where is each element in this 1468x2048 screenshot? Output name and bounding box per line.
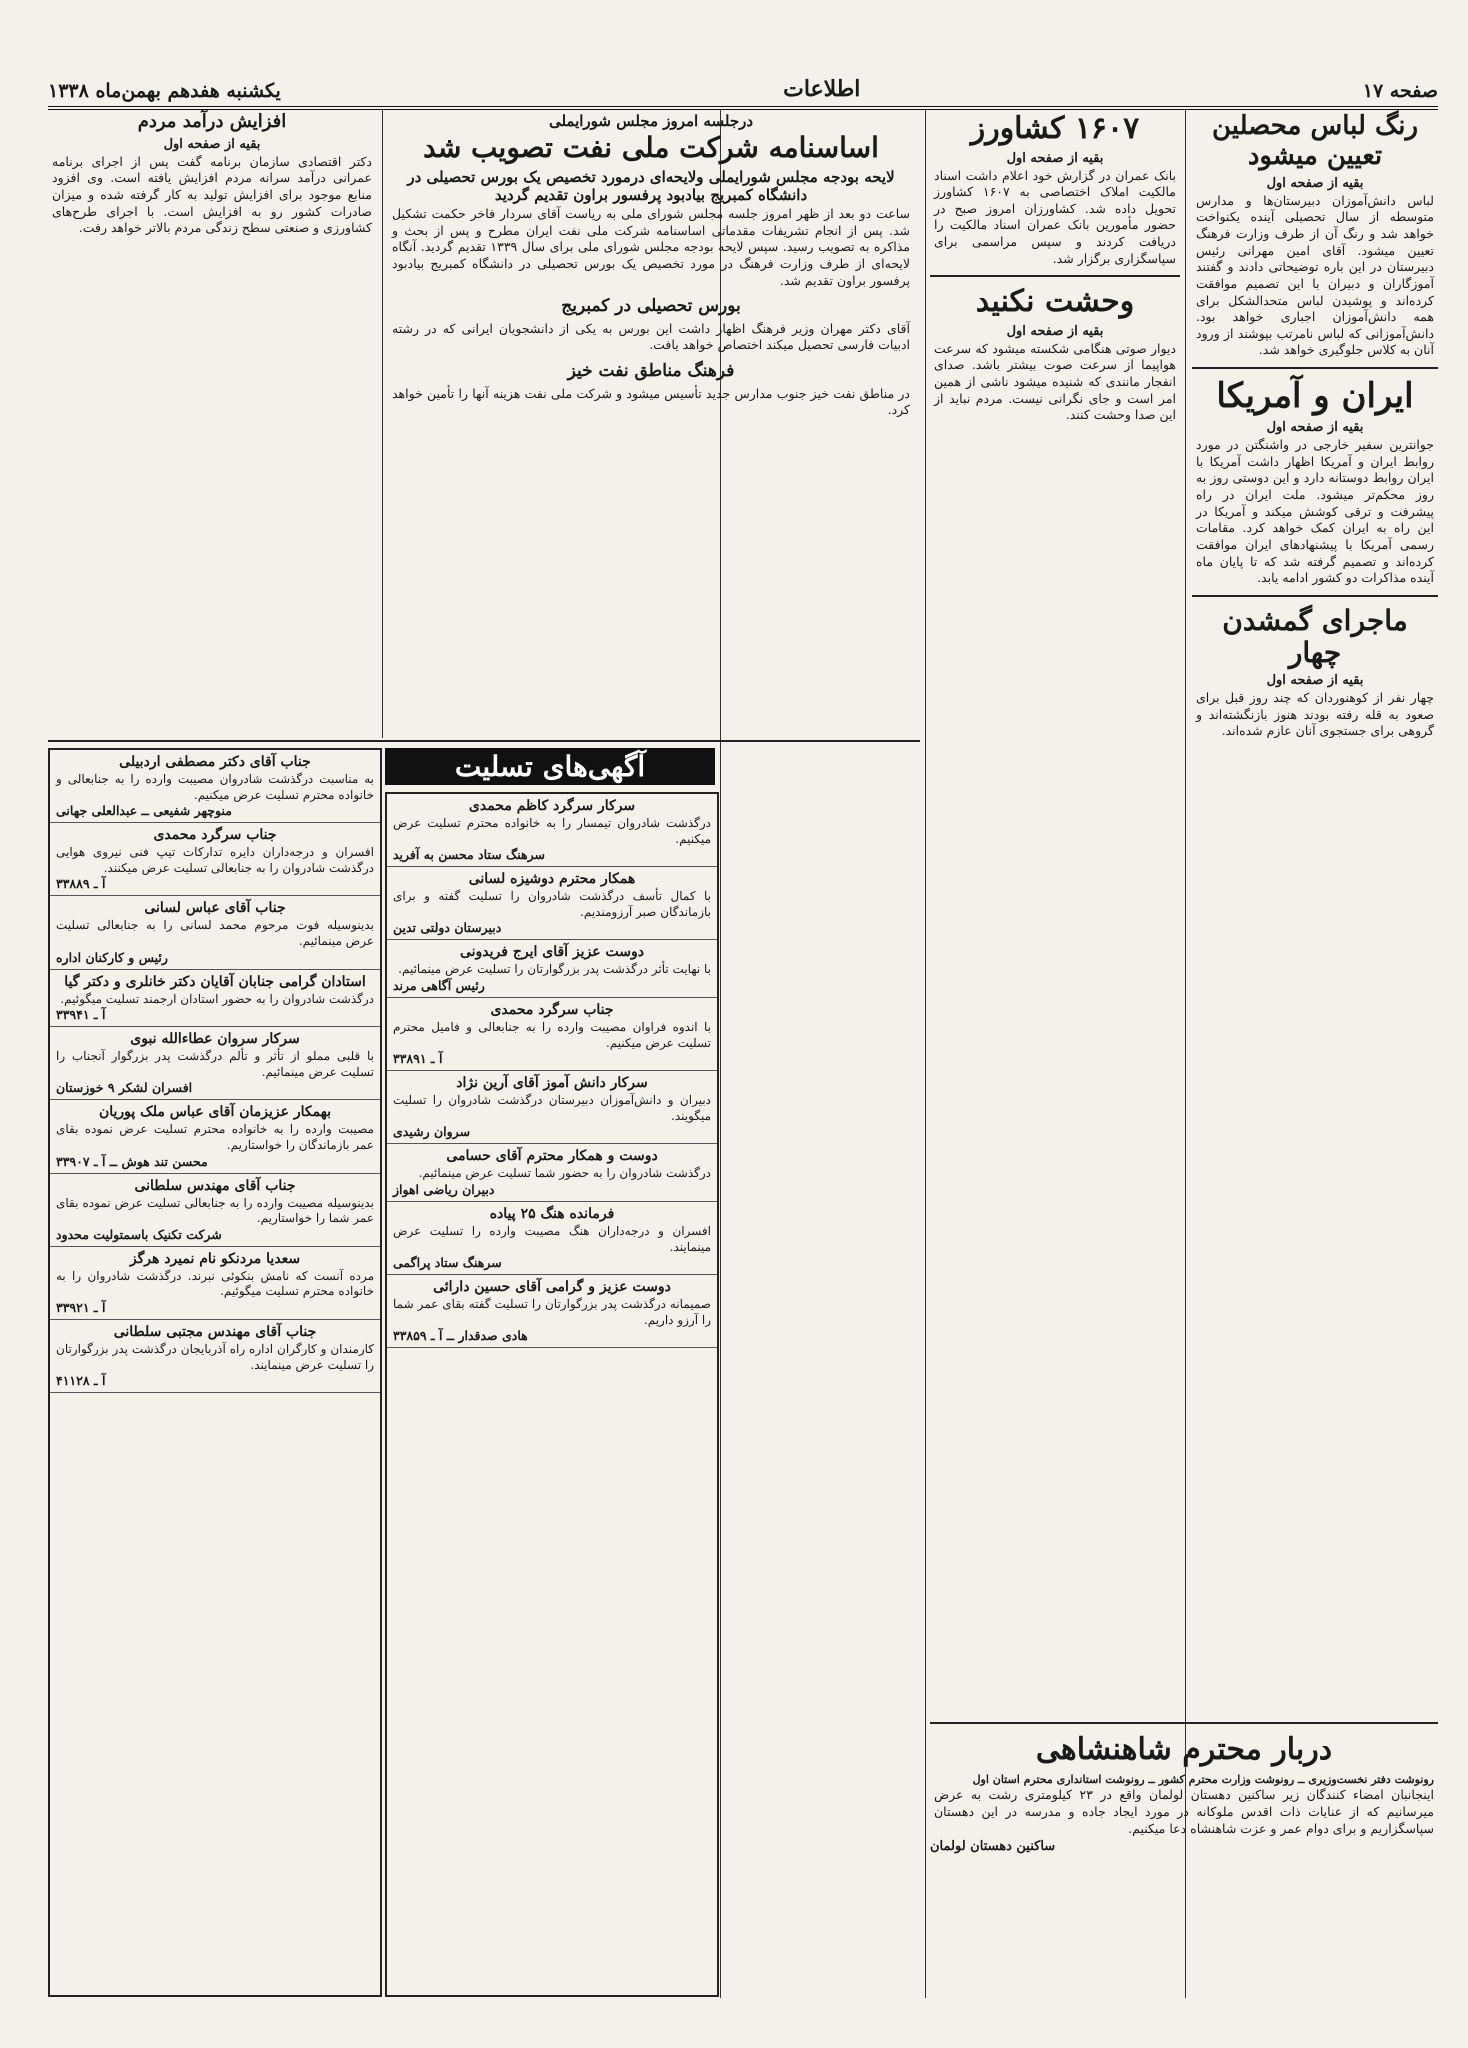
parliament-kicker: درجلسه امروز مجلس شورایملی (548, 112, 754, 130)
condolence-body: درگذشت شادروان تیمسار را به خانواده محترم تسلیت عرض میکنیم. (393, 816, 711, 846)
condolence-signature: آ ـ ۴۱۱۲۸ (56, 1373, 106, 1389)
condolence-body: با اندوه فراوان مصیبت وارده را به جنابعالی و فامیل محترم تسلیت عرض میکنیم. (393, 1019, 711, 1050)
column-rule (382, 110, 383, 738)
condolence-body: بدینوسیله مصیبت وارده را به جنابعالی تسلیت عرض نموده بقای عمر شما را خواستاریم. (56, 1195, 374, 1226)
scholarship-headline: بورس تحصیلی در کمبریج (561, 296, 741, 317)
court-petition (930, 1720, 1438, 1998)
paper-name: اطلاعات (783, 76, 861, 102)
condolence-title: جناب سرگرد محمدی (153, 827, 277, 844)
condolence-column-middle (385, 792, 719, 1997)
condolence-title: دوست و همکار محترم آقای حسامی (446, 1148, 658, 1165)
condolence-signature: سرهنگ ستاد محسن به آفرید (393, 847, 545, 863)
condolence-notice (50, 1320, 380, 1393)
column-1 (1192, 110, 1438, 1998)
iran-america-headline: ایران و آمریکا (1216, 376, 1414, 417)
parliament-headline: اساسنامه شرکت ملی نفت تصویب شد (423, 131, 879, 164)
condolence-signature: آ ـ ۳۳۹۲۱ (56, 1299, 106, 1315)
column-3 (388, 110, 914, 738)
condolence-title: فرمانده هنگ ۲۵ پیاده (489, 1205, 615, 1222)
condolence-title: بهمکار عزیزمان آقای عباس ملک پوریان (98, 1104, 332, 1121)
condolence-title: سرکار سرگرد کاظم محمدی (468, 798, 636, 814)
condolence-body: کارمندان و کارگران اداره راه آذربایجان درگذشت پدر بزرگوارتان را تسلیت عرض مینمایند. (56, 1341, 374, 1372)
condolence-notice (50, 1247, 380, 1320)
condolence-notice (50, 823, 380, 896)
majara-continued: بقیه از صفحه اول (1266, 673, 1364, 689)
wahshat-headline: وحشت نکنید (975, 284, 1135, 320)
condolence-notice (387, 1144, 717, 1202)
uniform-headline: رنگ لباس محصلین تعیین میشود (1211, 111, 1419, 171)
condolence-title: جناب آقای دکتر مصطفی اردبیلی (119, 754, 311, 770)
condolence-signature: آ ـ ۳۳۹۴۱ (56, 1007, 106, 1023)
income-continued: بقیه از صفحه اول (163, 136, 261, 152)
column-rule (925, 110, 926, 1998)
condolence-signature: دبیران ریاضی اهواز (393, 1181, 495, 1197)
condolence-body: درگذشت شادروان را به حضور شما تسلیت عرض مینمائیم. (418, 1166, 711, 1181)
divider (1192, 367, 1438, 369)
uniform-continued: بقیه از صفحه اول (1266, 175, 1364, 191)
condolence-body: با قلبی مملو از تأثر و تألم درگذشت پدر بزرگوار آنجناب را تسلیت عرض مینمائیم. (56, 1049, 374, 1079)
condolence-notice (50, 1174, 380, 1247)
divider (930, 275, 1180, 277)
condolence-title: جناب سرگرد محمدی (490, 1001, 614, 1018)
wahshat-continued: بقیه از صفحه اول (1006, 323, 1104, 339)
divider (1192, 595, 1438, 597)
condolence-notice (50, 750, 380, 823)
condolence-signature: رئیس و کارکنان اداره (56, 949, 168, 965)
court-recipients: رونوشت دفتر نخست‌وزیری ــ رونوشت وزارت محترم کشور ــ رونوشت استانداری محترم استان اول (972, 1773, 1434, 1786)
condolence-column-left (48, 748, 382, 1997)
condolence-body: به مناسبت درگذشت شادروان مصیبت وارده را به جنابعالی و خانواده محترم تسلیت عرض میکنیم. (56, 772, 374, 802)
condolence-title: سرکار سروان عطاءالله نبوی (130, 1031, 300, 1048)
condolence-signature: دبیرستان دولتی تدین (393, 920, 502, 936)
condolence-body: با نهایت تأثر درگذشت پدر بزرگوارتان را تسلیت عرض مینمائیم. (398, 962, 711, 977)
court-signature: ساکنین دهستان لولمان (930, 1839, 1056, 1855)
condolence-signature: رئیس آگاهی مرند (393, 977, 485, 993)
column-rule (1185, 110, 1186, 1998)
condolence-title: استادان گرامی جنابان آقایان دکتر خانلری و دکتر گیا (64, 973, 366, 990)
parliament-body: ساعت دو بعد از ظهر امروز جلسه مجلس شورای ملی به ریاست آقای سردار فاخر حکمت تشکیل شد. پس از انجام تشریفات مقدماتی اساسنامه شرکت ملی نفت ایران مطرح و پس از بحث و مذاکره به تصویب رسید. سپس لایحه بودجه مجلس شورای ملی برای سال ۱۳۳۹ تقدیم گردید. آنگاه لایحه‌ای از طرف وزارت فرهنگ در مورد تخصیص یک بورس تحصیلی در دانشگاه کمبریج بیادبود پرفسور براون تقدیم شد. (392, 206, 911, 288)
condolence-title: سعدیا مردنکو نام نمیرد هرگز (129, 1250, 301, 1267)
condolence-body: دبیران و دانش‌آموزان دبیرستان درگذشت شادروان را تسلیت میگویند. (393, 1093, 711, 1123)
condolence-signature: هادی صدقدار ــ آ ـ ۳۳۸۵۹ (393, 1328, 528, 1344)
iran-america-continued: بقیه از صفحه اول (1266, 420, 1364, 436)
condolence-title: سرکار دانش آموز آقای آرین نژاد (456, 1075, 648, 1092)
condolence-notice (387, 1071, 717, 1144)
condolence-notice (50, 970, 380, 1028)
court-body: اینجانبان امضاء کنندگان زیر ساکنین دهستان لولمان واقع در ۲۳ کیلومتری رشت به عرض میرسانیم که از عنایات ذات اقدس ملوکانه در مورد ایجاد جاده و مدرسه در این دهستان سپاسگزاریم و برای دوام عمر و عزت شاهنشاه دعا میکنیم. (934, 1787, 1434, 1836)
condolence-title: همکار محترم دوشیزه لسانی (468, 871, 636, 888)
condolence-notice (50, 1027, 380, 1100)
farmers-body: بانک عمران در گزارش خود اعلام داشت اسناد مالکیت املاک اختصاصی به ۱۶۰۷ کشاورز تحویل داده شد. کشاورزان امروز صبح در حضور مأمورین بانک عمران اسناد مالکیت را دریافت کردند و سپس مراسمی برای سپاسگزاری برگزار شد. (934, 167, 1176, 266)
condolence-body: افسران و درجه‌داران دایره تدارکات تیپ فنی نیروی هوایی درگذشت شادروان را به جنابعالی تسلیت عرض میکنند. (56, 845, 374, 875)
condolence-notice (387, 940, 717, 998)
majara-headline: ماجرای گمشدن چهار (1222, 603, 1408, 669)
income-headline: افزایش درآمد مردم (137, 111, 287, 132)
oil-region-headline: فرهنگ مناطق نفت خیز (567, 361, 735, 382)
condolence-signature: سروان رشیدی (393, 1124, 471, 1140)
condolence-title: دوست عزیز آقای ایرج فریدونی (459, 944, 644, 961)
section-divider (48, 740, 920, 742)
iran-america-body: جوانترین سفیر خارجی در واشنگتن در مورد روابط ایران و آمریکا اظهار داشت آمریکا با ایران روابط دوستانه دارد و این دوستی روز به روز محکم‌تر میشود. ملت ایران در راه پیشرفت و ترقی کوشش میکند و آمریکا در این راه به ایران کمک خواهد کرد. مقامات رسمی آمریکا با پیشنهادهای ایران موافقت کرده‌اند و تصمیم گرفته شد که تا پایان ماه آینده مذاکرات دو کشور ادامه یابد. (1196, 437, 1434, 586)
court-headline: دربار محترم شاهنشاهی (1035, 1732, 1333, 1767)
masthead (48, 64, 1438, 110)
wahshat-body: دیوار صوتی هنگامی شکسته میشود که سرعت هواپیما از سرعت صوت بیشتر باشد. صدای انفجار مانندی که شنیده میشود ناشی از همین امر است و جای نگرانی نیست. مردم نباید از این صدا وحشت کنند. (934, 340, 1176, 423)
condolence-body: با کمال تأسف درگذشت شادروان را تسلیت گفته و برای بازماندگان صبر آرزومندیم. (393, 889, 711, 919)
condolence-title: دوست عزیز و گرامی آقای حسین دارائی (433, 1279, 671, 1296)
condolence-title: جناب آقای عباس لسانی (144, 900, 286, 917)
condolence-notice (387, 794, 717, 867)
income-body: دکتر اقتصادی سازمان برنامه گفت پس از اجرای برنامه عمرانی درآمد سرانه مردم افزایش یافته است. وی افزود منابع موجود برای افزایش تولید به کار گرفته شده و میزان صادرات کشور رو به افزایش است. با اجرای طرح‌های کشاورزی و صنعتی سطح زندگی مردم بالاتر خواهد رفت. (52, 153, 372, 236)
condolence-notice (387, 998, 717, 1071)
scholarship-body: آقای دکتر مهران وزیر فرهنگ اظهار داشت این بورس به یکی از دانشجویان ایرانی که در رشته ادبیات فارسی تحصیل میکند اختصاص خواهد یافت. (392, 320, 910, 353)
condolence-signature: منوچهر شفیعی ــ عبدالعلی جهانی (56, 803, 232, 819)
condolence-title: جناب آقای مهندس سلطانی (134, 1177, 296, 1194)
column-2 (930, 110, 1180, 918)
condolence-banner: آگهی‌های تسلیت (385, 748, 715, 785)
condolence-notice (50, 896, 380, 969)
condolence-title: جناب آقای مهندس مجتبی سلطانی (113, 1323, 317, 1340)
condolence-signature: آ ـ ۳۳۸۹۱ (393, 1051, 443, 1067)
page-number: صفحه ۱۷ (1362, 80, 1438, 102)
condolence-body: درگذشت شادروان را به حضور استادان ارجمند تسلیت میگوئیم. (60, 991, 374, 1006)
condolence-banner-wrap (385, 748, 715, 786)
condolence-signature: محسن تند هوش ــ آ ـ ۳۳۹۰۷ (56, 1153, 208, 1169)
condolence-notice (387, 867, 717, 940)
parliament-deck: لایحه بودجه مجلس شورایملی ولایحه‌ای درمورد تخصیص یک بورس تحصیلی در دانشگاه کمبریج بیادبود پرفسور براون تقدیم گردید (407, 168, 895, 205)
divider (930, 1722, 1438, 1724)
condolence-signature: آ ـ ۳۳۸۸۹ (56, 876, 106, 892)
condolence-signature: افسران لشکر ۹ خوزستان (56, 1080, 193, 1096)
farmers-headline: ۱۶۰۷ کشاورز (970, 111, 1140, 146)
condolence-notice (387, 1202, 717, 1275)
oil-region-body: در مناطق نفت خیز جنوب مدارس جدید تأسیس میشود و شرکت ملی نفت هزینه آنها را تأمین خواهد کرد. (392, 385, 910, 418)
majara-body: چهار نفر از کوهنوردان که چند روز قبل برای صعود به قله رفته بودند هنوز بازنگشته‌اند و گروهی برای جستجوی آنان عازم شده‌اند. (1196, 690, 1434, 739)
column-4 (48, 110, 376, 738)
condolence-body: مصیبت وارده را به خانواده محترم تسلیت عرض نموده بقای عمر بازماندگان را خواستاریم. (56, 1122, 374, 1152)
condolence-notice (50, 1100, 380, 1173)
condolence-body: مرده آنست که نامش بنکوئی نبرند. درگذشت شادروان را به خانواده محترم تسلیت میگوئیم. (56, 1268, 374, 1299)
uniform-body: لباس دانش‌آموزان دبیرستان‌ها و مدارس متوسطه از سال تحصیلی آینده یکنواخت خواهد شد و رنگ آن از طرف وزارت فرهنگ تعیین میشود. آقای امین مهرانی رئیس دبیرستان در این باره توضیحاتی دادند و گفتند آموزگاران و دبیران با این تصمیم موافقت کرده‌اند و پوشیدن لباس متحدالشکل برای همه دانش‌آموزان اجباری خواهد بود. دانش‌آموزانی که لباس نامرتب بپوشند از ورود آنان به کلاس جلوگیری خواهد شد. (1196, 192, 1434, 358)
condolence-notice (387, 1275, 717, 1348)
issue-date: یکشنبه هفدهم بهمن‌ماه ۱۳۳۸ (48, 80, 281, 102)
condolence-signature: سرهنگ ستاد پراگمی (393, 1255, 502, 1271)
condolence-signature: شرکت تکنیک باسمتولیت محدود (56, 1226, 222, 1242)
condolence-body: بدینوسیله فوت مرحوم محمد لسانی را به جنابعالی تسلیت عرض مینمائیم. (56, 918, 374, 948)
farmers-continued: بقیه از صفحه اول (1006, 150, 1104, 166)
condolence-body: افسران و درجه‌داران هنگ مصیبت وارده را تسلیت عرض مینمایند. (393, 1223, 711, 1254)
condolence-body: صمیمانه درگذشت پدر بزرگوارتان را تسلیت گفته بقای عمر شما را آرزو داریم. (393, 1297, 711, 1327)
